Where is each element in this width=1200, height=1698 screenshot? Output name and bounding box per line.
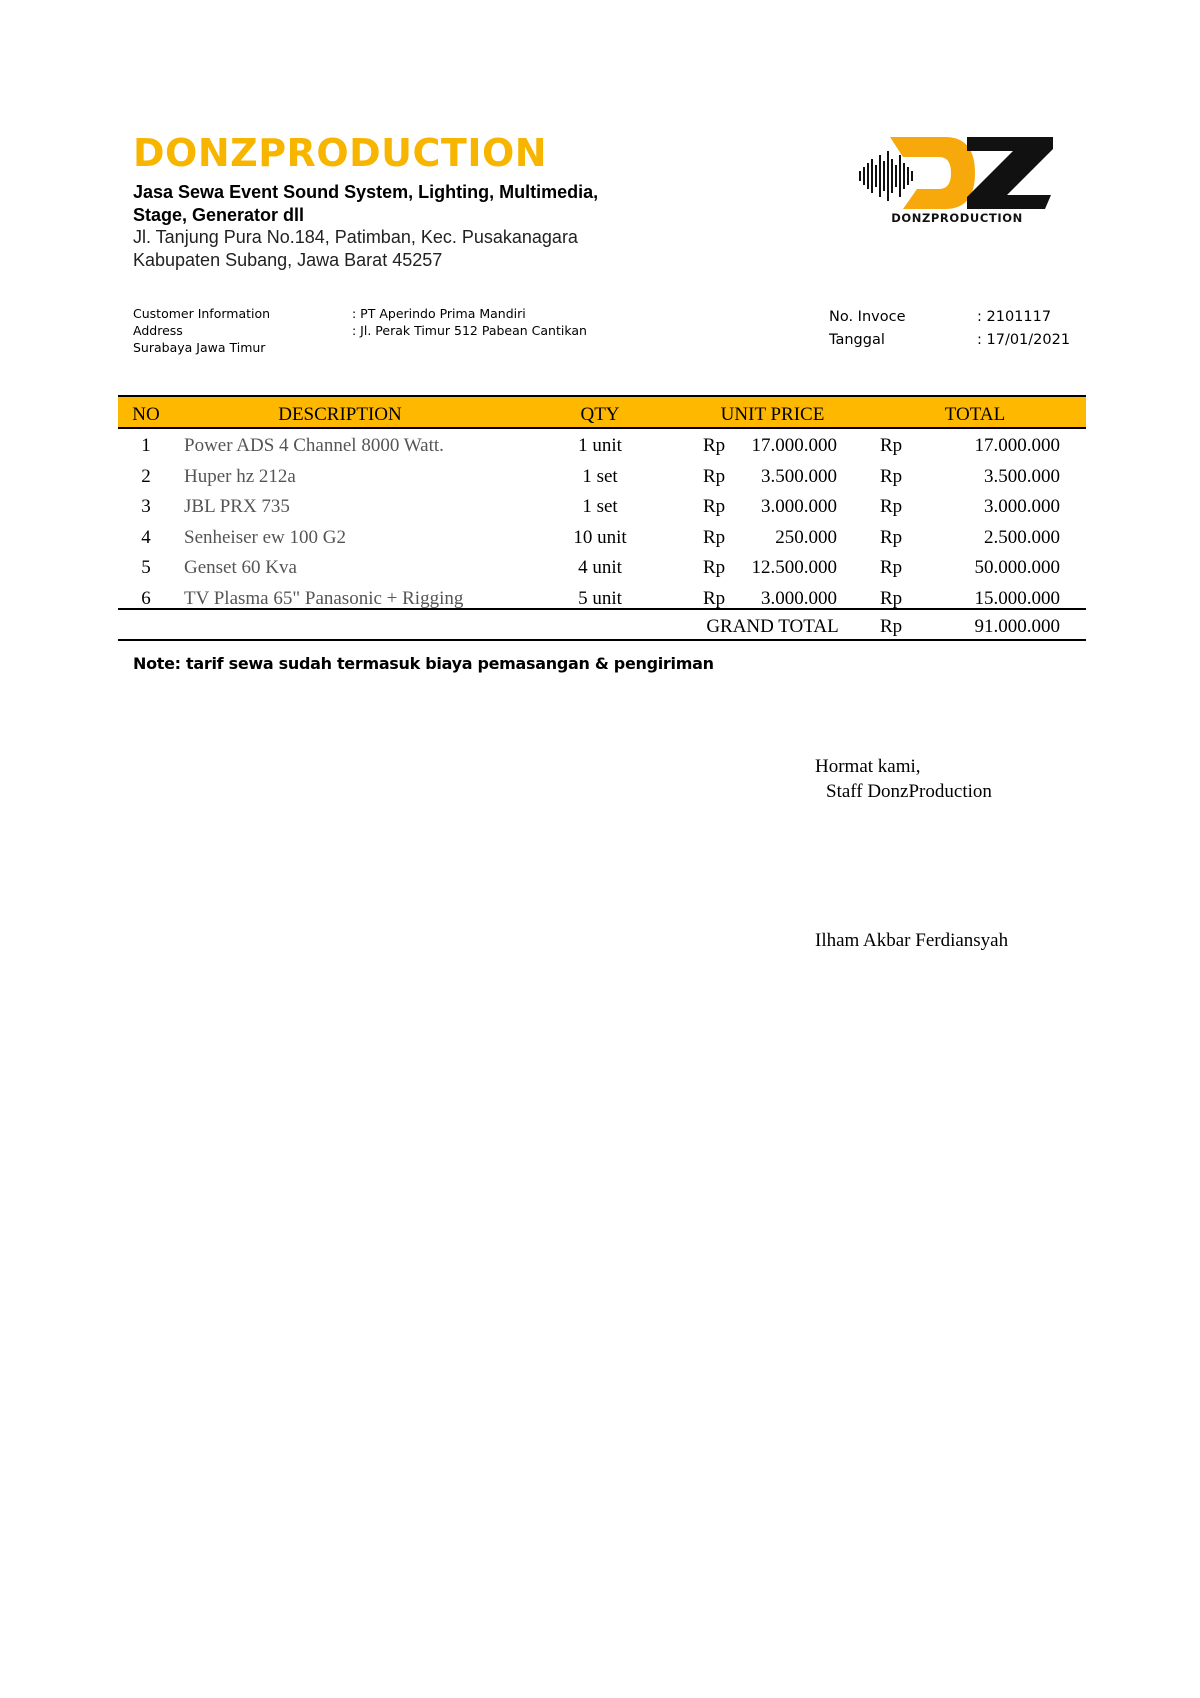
row-qty: 1 set	[582, 496, 618, 517]
row-no: 1	[141, 435, 151, 456]
row-description: Huper hz 212a	[184, 465, 296, 487]
header-unit-price: UNIT PRICE	[720, 404, 825, 425]
company-address	[133, 226, 578, 272]
row-price-currency: Rp	[703, 465, 726, 487]
invoice-date-value: : 17/01/2021	[977, 332, 1071, 348]
table-body-border	[118, 608, 1086, 610]
signature-greeting: Hormat kami,	[815, 756, 921, 777]
row-total: 2.500.000	[984, 526, 1060, 548]
row-unit-price: 250.000	[775, 526, 837, 548]
row-total-currency: Rp	[880, 465, 903, 487]
header-total: TOTAL	[944, 404, 1006, 425]
row-qty: 10 unit	[573, 526, 627, 548]
row-total: 50.000.000	[974, 557, 1060, 578]
row-total-currency: Rp	[880, 557, 903, 578]
soundwave-icon	[859, 151, 913, 201]
row-total: 15.000.000	[974, 587, 1060, 609]
address-line-2: Kabupaten Subang, Jawa Barat 45257	[133, 250, 443, 270]
logo-letter-z	[967, 137, 1053, 209]
customer-address-label: Address	[133, 323, 183, 338]
row-price-currency: Rp	[703, 435, 726, 456]
company-tagline	[133, 181, 598, 227]
grand-total-rp: Rp	[880, 616, 903, 637]
row-unit-price: 3.500.000	[761, 465, 837, 487]
grand-total-value: 91.000.000	[974, 616, 1060, 637]
table-bottom-border	[118, 639, 1086, 641]
signature-staff: Staff DonzProduction	[826, 781, 992, 802]
row-no: 3	[141, 496, 151, 517]
row-description: TV Plasma 65" Panasonic + Rigging	[184, 587, 464, 609]
row-qty: 5 unit	[578, 587, 622, 609]
invoice-date-label: Tanggal	[829, 332, 885, 348]
row-total-currency: Rp	[880, 496, 903, 517]
row-price-currency: Rp	[703, 557, 726, 578]
row-unit-price: 3.000.000	[761, 496, 837, 517]
company-logo	[855, 133, 1060, 225]
row-total-currency: Rp	[880, 435, 903, 456]
company-name: DONZPRODUCTION	[133, 131, 548, 175]
row-qty: 1 set	[582, 465, 618, 487]
row-no: 2	[141, 465, 151, 487]
row-total-currency: Rp	[880, 587, 903, 609]
invoice-no-value: : 2101117	[977, 309, 1052, 325]
row-description: Power ADS 4 Channel 8000 Watt.	[184, 435, 444, 456]
tagline-line-2: Stage, Generator dll	[133, 205, 305, 225]
customer-address-value: : Jl. Perak Timur 512 Pabean Cantikan	[352, 323, 587, 338]
row-no: 6	[141, 587, 151, 609]
row-unit-price: 3.000.000	[761, 587, 837, 609]
row-description: JBL PRX 735	[184, 496, 290, 517]
address-line-1: Jl. Tanjung Pura No.184, Patimban, Kec. Pusakanagara	[133, 227, 578, 247]
header-qty: QTY	[580, 404, 620, 425]
row-unit-price: 17.000.000	[751, 435, 837, 456]
table-header-border	[118, 427, 1086, 429]
row-no: 4	[141, 526, 151, 548]
row-total: 3.500.000	[984, 465, 1060, 487]
row-total: 17.000.000	[974, 435, 1060, 456]
row-price-currency: Rp	[703, 587, 726, 609]
row-description: Senheiser ew 100 G2	[184, 526, 346, 548]
row-total: 3.000.000	[984, 496, 1060, 517]
grand-total-label: GRAND TOTAL	[706, 616, 839, 637]
invoice-note: Note: tarif sewa sudah termasuk biaya pemasangan & pengiriman	[133, 654, 714, 673]
logo-letter-d	[890, 137, 975, 209]
customer-address-line-2: Surabaya Jawa Timur	[133, 340, 266, 355]
row-total-currency: Rp	[880, 526, 903, 548]
row-unit-price: 12.500.000	[751, 557, 837, 578]
customer-info-label: Customer Information	[133, 306, 271, 321]
header-description: DESCRIPTION	[278, 404, 402, 425]
logo-wordmark: DONZPRODUCTION	[891, 211, 1023, 225]
header-no: NO	[132, 404, 160, 425]
row-price-currency: Rp	[703, 496, 726, 517]
row-qty: 4 unit	[578, 557, 622, 578]
customer-info-value: : PT Aperindo Prima Mandiri	[352, 306, 526, 321]
invoice-no-label: No. Invoce	[829, 309, 906, 325]
signature-name: Ilham Akbar Ferdiansyah	[815, 930, 1009, 951]
row-no: 5	[141, 557, 151, 578]
row-description: Genset 60 Kva	[184, 557, 297, 578]
tagline-line-1: Jasa Sewa Event Sound System, Lighting, Multimedia,	[133, 182, 599, 202]
row-price-currency: Rp	[703, 526, 726, 548]
row-qty: 1 unit	[578, 435, 622, 456]
